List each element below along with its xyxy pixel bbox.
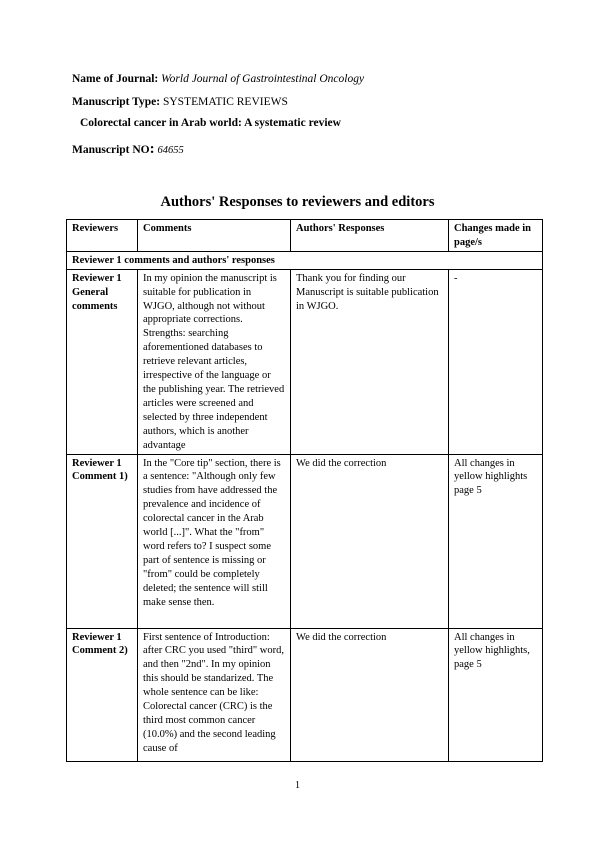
responses-heading: Authors' Responses to reviewers and editors <box>160 194 435 210</box>
comment-cell: In my opinion the manuscript is suitable for publication in WJGO, although not without appropriate corrections. Strengths: searching aforementioned databases to retrieve relevant articles, irrespective of the language or the publishing year. The retrieved articles were screened and selected by three independent authors, which is another advantage <box>138 269 291 454</box>
reviewer-cell: Reviewer 1 General comments <box>67 269 138 454</box>
changes-cell: - <box>449 269 543 454</box>
response-cell: Thank you for finding our Manuscript is suitable publication in WJGO. <box>291 269 449 454</box>
reviewer-cell: Reviewer 1 Comment 2) <box>67 628 138 761</box>
response-cell: We did the correction <box>291 628 449 761</box>
table-header-row <box>67 220 543 252</box>
page-number: 1 <box>295 780 300 791</box>
table-row <box>67 269 543 454</box>
header-changes: Changes made in page/s <box>449 220 543 252</box>
journal-value: World Journal of Gastrointestinal Oncology <box>161 73 365 85</box>
journal-line <box>72 72 364 86</box>
section-label: Reviewer 1 comments and authors' responses <box>67 251 543 269</box>
manuscript-number-value: 64655 <box>157 145 184 156</box>
table-row <box>67 628 543 761</box>
manuscript-number-line <box>72 142 184 158</box>
manuscript-type-value: SYSTEMATIC REVIEWS <box>162 96 288 108</box>
header-reviewers: Reviewers <box>67 220 138 252</box>
journal-label: Name of Journal: <box>72 73 159 85</box>
header-authors-responses: Authors' Responses <box>291 220 449 252</box>
responses-table <box>66 219 543 762</box>
article-title: Colorectal cancer in Arab world: A systematic review <box>80 117 341 129</box>
header-comments: Comments <box>138 220 291 252</box>
response-cell: We did the correction <box>291 454 449 628</box>
manuscript-number-colon: : <box>149 141 155 157</box>
comment-cell: First sentence of Introduction: after CRC you used "third" word, and then "2nd". In my opinion this should be standarized. The whole sentence can be like: Colorectal cancer (CRC) is the third most common cancer (10.0%) and the second leading cause of <box>138 628 291 761</box>
changes-cell: All changes in yellow highlights page 5 <box>449 454 543 628</box>
manuscript-number-label: Manuscript NO <box>72 144 150 156</box>
reviewer-cell: Reviewer 1 Comment 1) <box>67 454 138 628</box>
manuscript-type-label: Manuscript Type: <box>72 96 161 108</box>
section-row <box>67 251 543 269</box>
changes-cell: All changes in yellow highlights, page 5 <box>449 628 543 761</box>
manuscript-type-line <box>72 95 288 109</box>
table-row <box>67 454 543 628</box>
comment-cell: In the "Core tip" section, there is a sentence: "Although only few studies from have addressed the prevalence and incidence of colorectal cancer in the Arab world [...]". What the "from" word refers to? I suspect some part of sentence is missing or "from" could be completely deleted; the sentence will still make sense then. <box>138 454 291 628</box>
